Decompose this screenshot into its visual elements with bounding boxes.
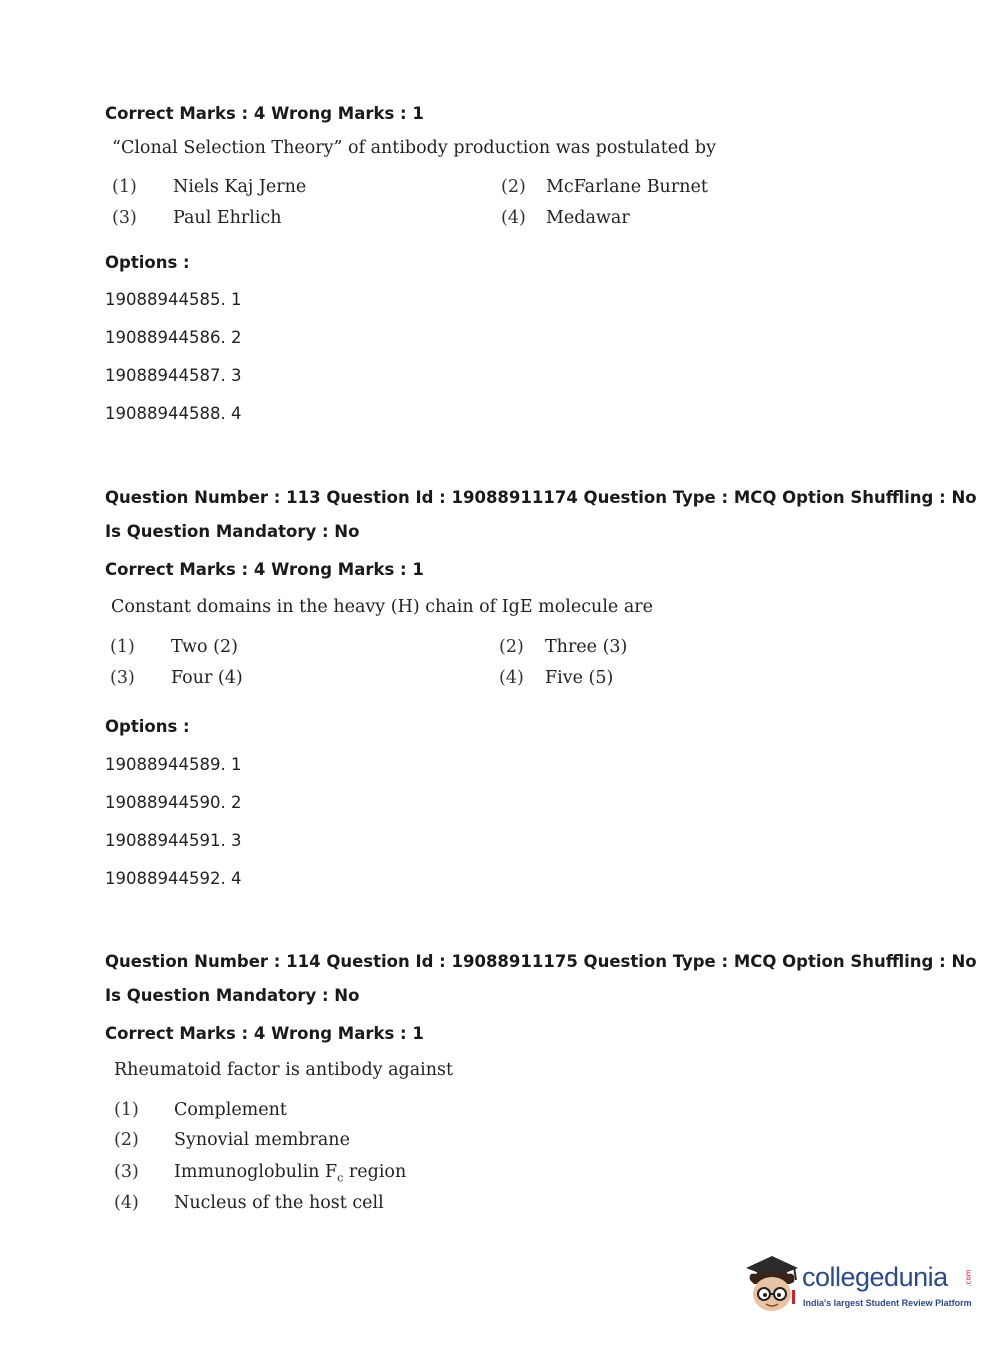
- q112-choice-1-text: Niels Kaj Jerne: [173, 177, 307, 197]
- q113-mandatory: Is Question Mandatory : No: [105, 522, 360, 541]
- logo-tagline: India's largest Student Review Platform: [803, 1298, 972, 1308]
- q112-choice-3-num: (3): [112, 208, 137, 228]
- q114-choice-3-main: Immunoglobulin F: [174, 1162, 338, 1182]
- q113-choice-2-num: (2): [499, 637, 524, 657]
- q114-choice-4-text: Nucleus of the host cell: [174, 1193, 384, 1213]
- q112-choice-2-num: (2): [501, 177, 526, 197]
- collegedunia-logo[interactable]: [742, 1250, 972, 1320]
- q112-choice-3-text: Paul Ehrlich: [173, 208, 282, 228]
- q114-choice-3-after: region: [343, 1162, 407, 1182]
- q114-choice-3-text: [174, 1162, 406, 1185]
- q113-header: Question Number : 113 Question Id : 19088911174 Question Type : MCQ Option Shuffling : No: [105, 488, 977, 507]
- q113-choice-4-num: (4): [499, 668, 524, 688]
- q114-choice-3-subscript: c: [337, 1171, 344, 1185]
- q114-choice-1-num: (1): [114, 1100, 139, 1120]
- q113-marks: Correct Marks : 4 Wrong Marks : 1: [105, 560, 424, 579]
- q112-option-id-3: 19088944587. 3: [105, 366, 242, 385]
- q113-choice-4-text: Five (5): [545, 668, 614, 688]
- q112-option-id-2: 19088944586. 2: [105, 328, 242, 347]
- q112-marks: Correct Marks : 4 Wrong Marks : 1: [105, 104, 424, 123]
- q114-choice-3-num: (3): [114, 1162, 139, 1182]
- q113-question-text: Constant domains in the heavy (H) chain of IgE molecule are: [111, 597, 654, 617]
- q113-option-id-2: 19088944590. 2: [105, 793, 242, 812]
- q113-option-id-3: 19088944591. 3: [105, 831, 242, 850]
- logo-name: collegedunia: [802, 1262, 948, 1292]
- q114-question-text: Rheumatoid factor is antibody against: [114, 1060, 454, 1080]
- q114-choice-1-text: Complement: [174, 1100, 287, 1120]
- q112-choice-2-text: McFarlane Burnet: [546, 177, 708, 197]
- q112-choice-4-text: Medawar: [546, 208, 630, 228]
- q114-choice-4-num: (4): [114, 1193, 139, 1213]
- logo-suffix: .com: [964, 1269, 973, 1287]
- q113-option-id-4: 19088944592. 4: [105, 869, 242, 888]
- q113-choice-3-text: Four (4): [171, 668, 243, 688]
- q112-question-text: “Clonal Selection Theory” of antibody production was postulated by: [112, 138, 716, 158]
- q113-choice-1-text: Two (2): [171, 637, 238, 657]
- q113-options-label: Options :: [105, 717, 190, 736]
- mascot-icon: [742, 1250, 802, 1316]
- q113-choice-2-text: Three (3): [545, 637, 628, 657]
- q112-options-label: Options :: [105, 253, 190, 272]
- q114-choice-2-text: Synovial membrane: [174, 1130, 350, 1150]
- q112-option-id-1: 19088944585. 1: [105, 290, 242, 309]
- q112-choice-4-num: (4): [501, 208, 526, 228]
- q113-choice-3-num: (3): [110, 668, 135, 688]
- q113-choice-1-num: (1): [110, 637, 135, 657]
- q114-header: Question Number : 114 Question Id : 19088911175 Question Type : MCQ Option Shuffling : No: [105, 952, 977, 971]
- q114-mandatory: Is Question Mandatory : No: [105, 986, 360, 1005]
- q112-option-id-4: 19088944588. 4: [105, 404, 242, 423]
- q114-marks: Correct Marks : 4 Wrong Marks : 1: [105, 1024, 424, 1043]
- q113-option-id-1: 19088944589. 1: [105, 755, 242, 774]
- q112-choice-1-num: (1): [112, 177, 137, 197]
- q114-choice-2-num: (2): [114, 1130, 139, 1150]
